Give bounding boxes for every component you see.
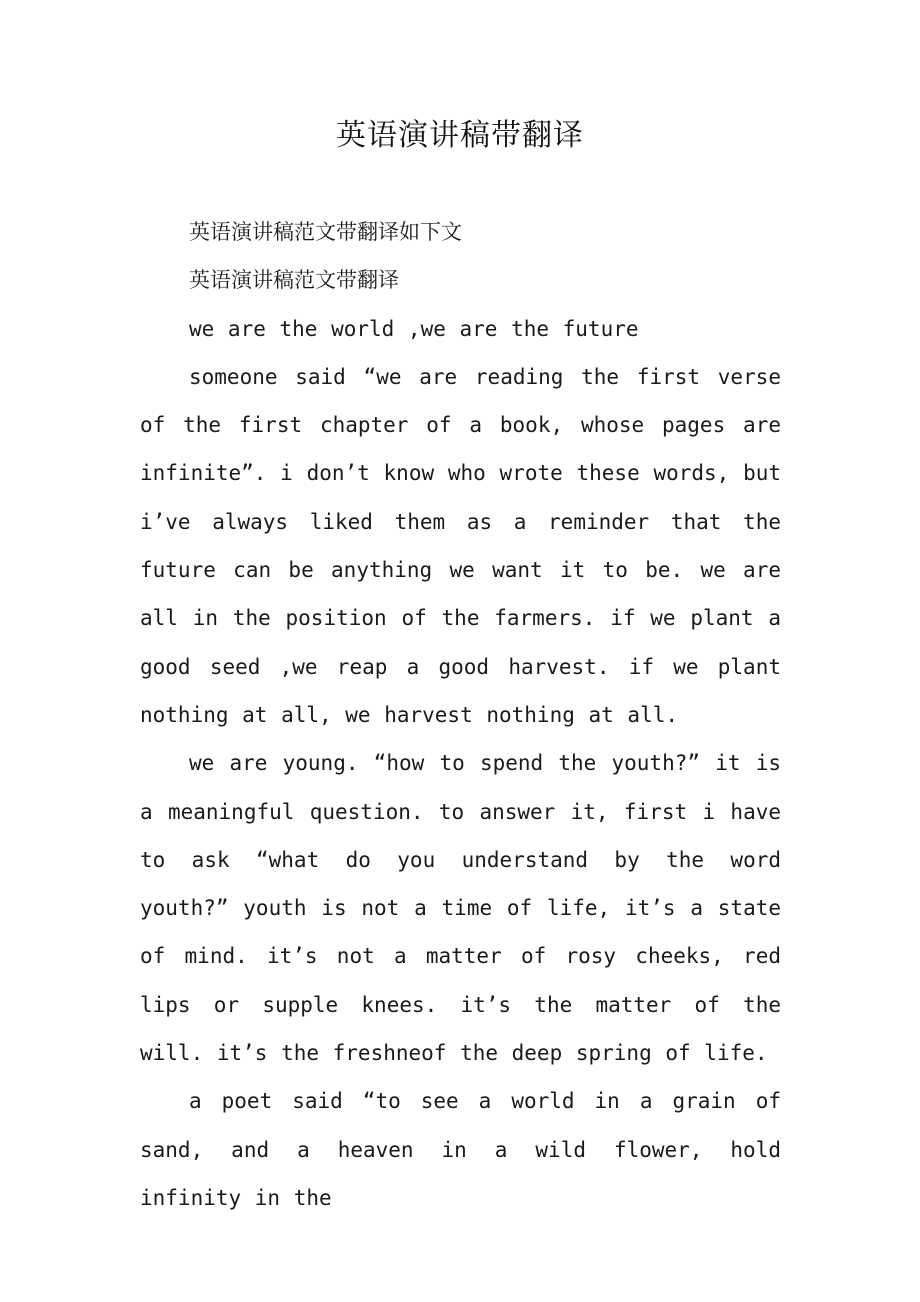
- paragraph-text: a poet said “to see a world in a grain of sand, and a heaven in a wild flower, hold infinity in the: [140, 1089, 781, 1210]
- paragraph-text: we are young. “how to spend the youth?” it is a meaningful question. to answer it, first i have to ask “what do you understand by the word youth?” youth is not a time of life, it’s a state of mind. it’s not a matter of rosy cheeks, red lips or supple knees. it’s the matter of the will. it’s the freshneof the deep spring of life.: [140, 751, 781, 1066]
- paragraph-intro: 英语演讲稿范文带翻译如下文: [189, 220, 462, 244]
- paragraph-text: someone said “we are reading the first verse of the first chapter of a book, whose pages are infinite”. i don’t know who wrote these words, but i’ve always liked them as a reminder that the future can be anything we want it to be. we are all in the position of the farmers. if we plant a good seed ,we reap a good harvest. if we plant nothing at all, we harvest nothing at all.: [140, 364, 781, 727]
- paragraph-heading: we are the world ,we are the future: [189, 316, 639, 341]
- document-title: 英语演讲稿带翻译: [336, 118, 584, 153]
- paragraph-subtitle: 英语演讲稿范文带翻译: [189, 268, 399, 293]
- document-body: [140, 208, 781, 1222]
